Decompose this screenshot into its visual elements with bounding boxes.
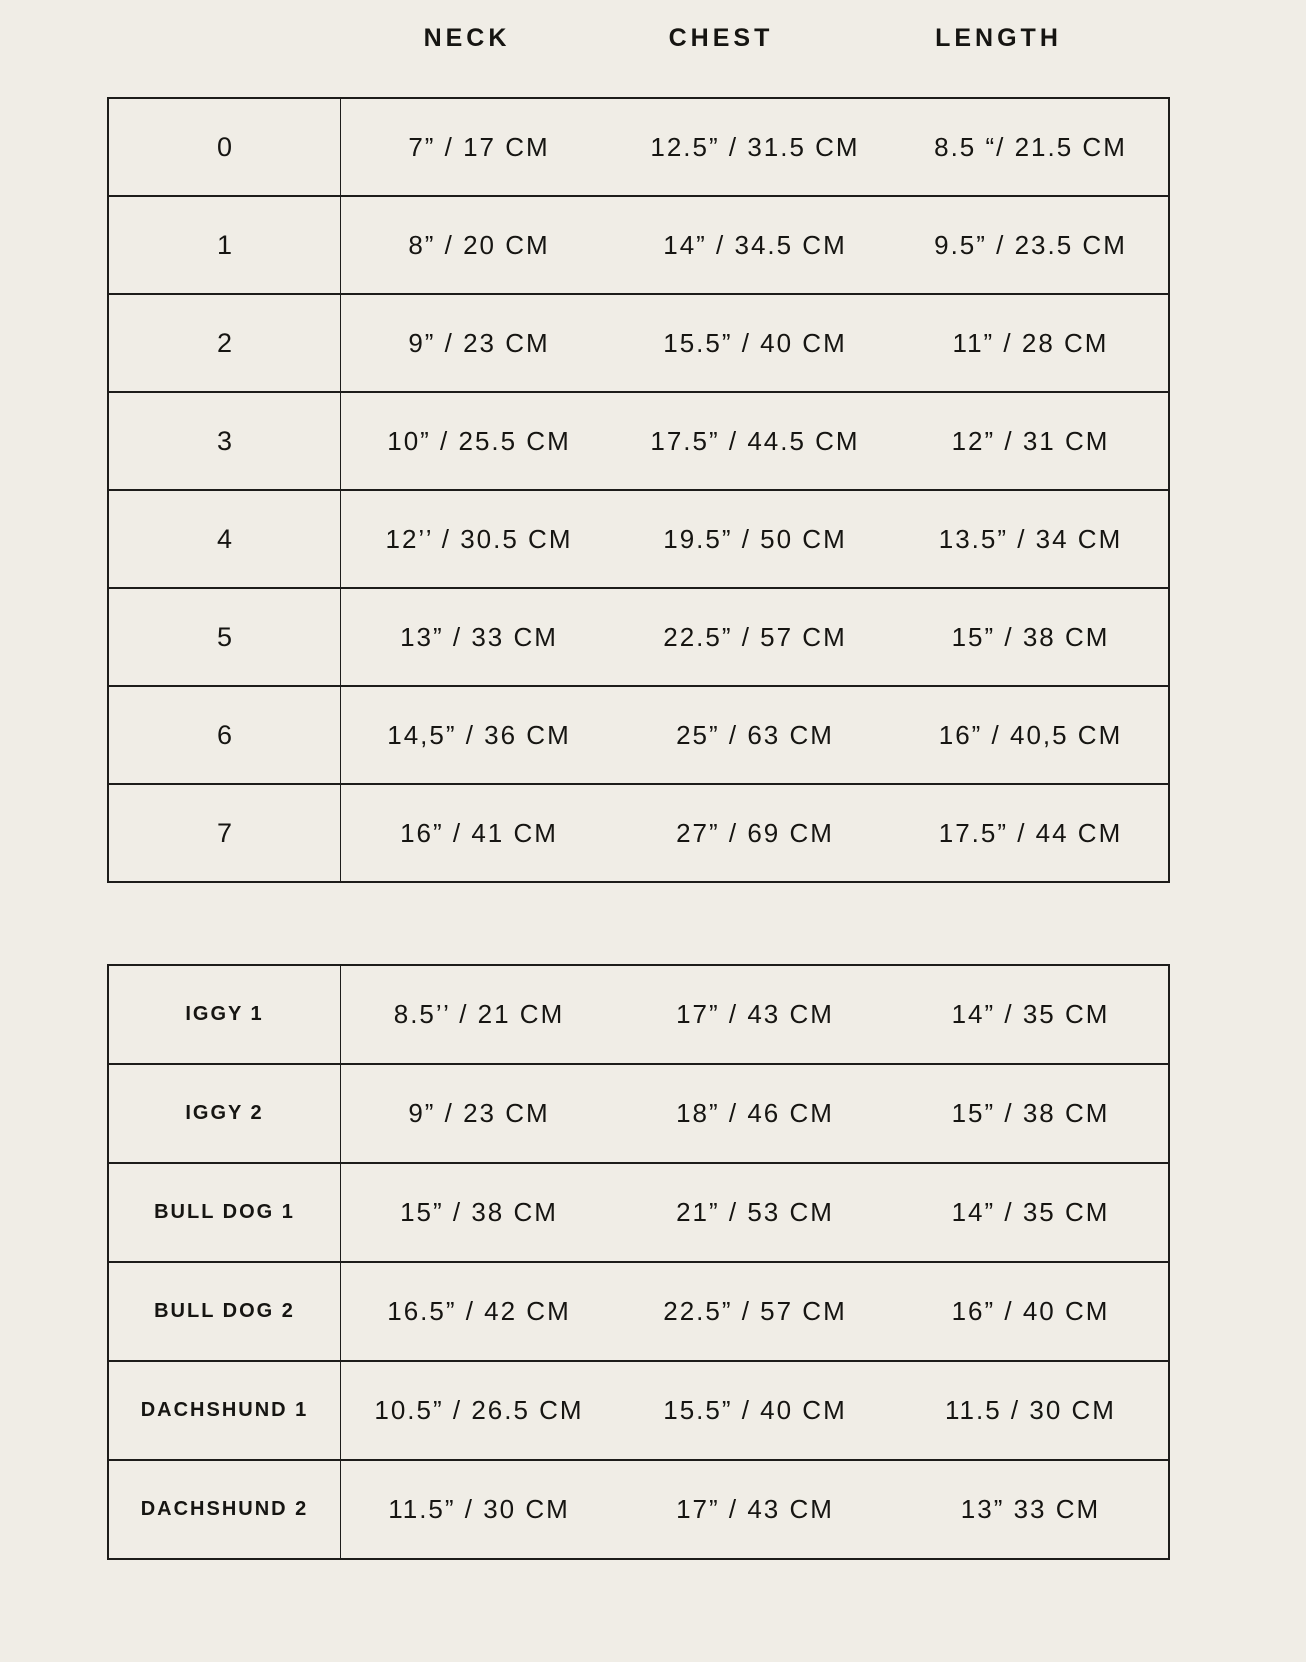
table-row (108, 1163, 1169, 1262)
breed-label: DACHSHUND 2 (108, 1460, 341, 1559)
neck-value: 15” / 38 CM (341, 1163, 617, 1262)
chest-value: 19.5” / 50 CM (617, 490, 893, 588)
neck-value: 10” / 25.5 CM (341, 392, 617, 490)
length-value: 11.5 / 30 CM (893, 1361, 1169, 1460)
chest-value: 15.5” / 40 CM (617, 1361, 893, 1460)
table-row (108, 294, 1169, 392)
size-label: 6 (108, 686, 341, 784)
size-label: 2 (108, 294, 341, 392)
chest-value: 17.5” / 44.5 CM (617, 392, 893, 490)
chest-value: 22.5” / 57 CM (617, 1262, 893, 1361)
neck-value: 10.5” / 26.5 CM (341, 1361, 617, 1460)
length-value: 17.5” / 44 CM (893, 784, 1169, 882)
neck-value: 8” / 20 CM (341, 196, 617, 294)
size-label: 0 (108, 98, 341, 196)
length-value: 13.5” / 34 CM (893, 490, 1169, 588)
length-value: 12” / 31 CM (893, 392, 1169, 490)
measurement-header (107, 20, 1169, 56)
chest-value: 17” / 43 CM (617, 965, 893, 1064)
size-label: 7 (108, 784, 341, 882)
length-value: 16” / 40 CM (893, 1262, 1169, 1361)
length-value: 14” / 35 CM (893, 1163, 1169, 1262)
table-row (108, 686, 1169, 784)
table-row (108, 1361, 1169, 1460)
size-label: 3 (108, 392, 341, 490)
table-row (108, 784, 1169, 882)
breed-label: BULL DOG 1 (108, 1163, 341, 1262)
chest-value: 25” / 63 CM (617, 686, 893, 784)
chest-value: 14” / 34.5 CM (617, 196, 893, 294)
chest-value: 15.5” / 40 CM (617, 294, 893, 392)
column-header-length: LENGTH (935, 23, 1062, 52)
table-row (108, 1064, 1169, 1163)
size-label: 1 (108, 196, 341, 294)
table-row (108, 588, 1169, 686)
neck-value: 8.5’’ / 21 CM (341, 965, 617, 1064)
column-header-neck: NECK (423, 23, 511, 52)
length-value: 15” / 38 CM (893, 1064, 1169, 1163)
column-header-chest: CHEST (668, 23, 774, 52)
chest-value: 12.5” / 31.5 CM (617, 98, 893, 196)
neck-value: 11.5” / 30 CM (341, 1460, 617, 1559)
breed-label: BULL DOG 2 (108, 1262, 341, 1361)
table-row (108, 392, 1169, 490)
breed-label: DACHSHUND 1 (108, 1361, 341, 1460)
chest-value: 27” / 69 CM (617, 784, 893, 882)
chest-value: 17” / 43 CM (617, 1460, 893, 1559)
chest-value: 22.5” / 57 CM (617, 588, 893, 686)
size-label: 5 (108, 588, 341, 686)
neck-value: 16.5” / 42 CM (341, 1262, 617, 1361)
length-value: 11” / 28 CM (893, 294, 1169, 392)
neck-value: 12’’ / 30.5 CM (341, 490, 617, 588)
chest-value: 21” / 53 CM (617, 1163, 893, 1262)
length-value: 9.5” / 23.5 CM (893, 196, 1169, 294)
breed-label: IGGY 2 (108, 1064, 341, 1163)
table-row (108, 98, 1169, 196)
neck-value: 14,5” / 36 CM (341, 686, 617, 784)
length-value: 16” / 40,5 CM (893, 686, 1169, 784)
breed-size-table (107, 964, 1170, 1560)
table-row (108, 1460, 1169, 1559)
neck-value: 7” / 17 CM (341, 98, 617, 196)
length-value: 14” / 35 CM (893, 965, 1169, 1064)
length-value: 8.5 “/ 21.5 CM (893, 98, 1169, 196)
size-label: 4 (108, 490, 341, 588)
breed-label: IGGY 1 (108, 965, 341, 1064)
neck-value: 9” / 23 CM (341, 1064, 617, 1163)
table-row (108, 490, 1169, 588)
neck-value: 9” / 23 CM (341, 294, 617, 392)
numeric-size-table (107, 97, 1170, 883)
table-row (108, 196, 1169, 294)
length-value: 15” / 38 CM (893, 588, 1169, 686)
table-row (108, 1262, 1169, 1361)
table-row (108, 965, 1169, 1064)
neck-value: 13” / 33 CM (341, 588, 617, 686)
length-value: 13” 33 CM (893, 1460, 1169, 1559)
chest-value: 18” / 46 CM (617, 1064, 893, 1163)
neck-value: 16” / 41 CM (341, 784, 617, 882)
